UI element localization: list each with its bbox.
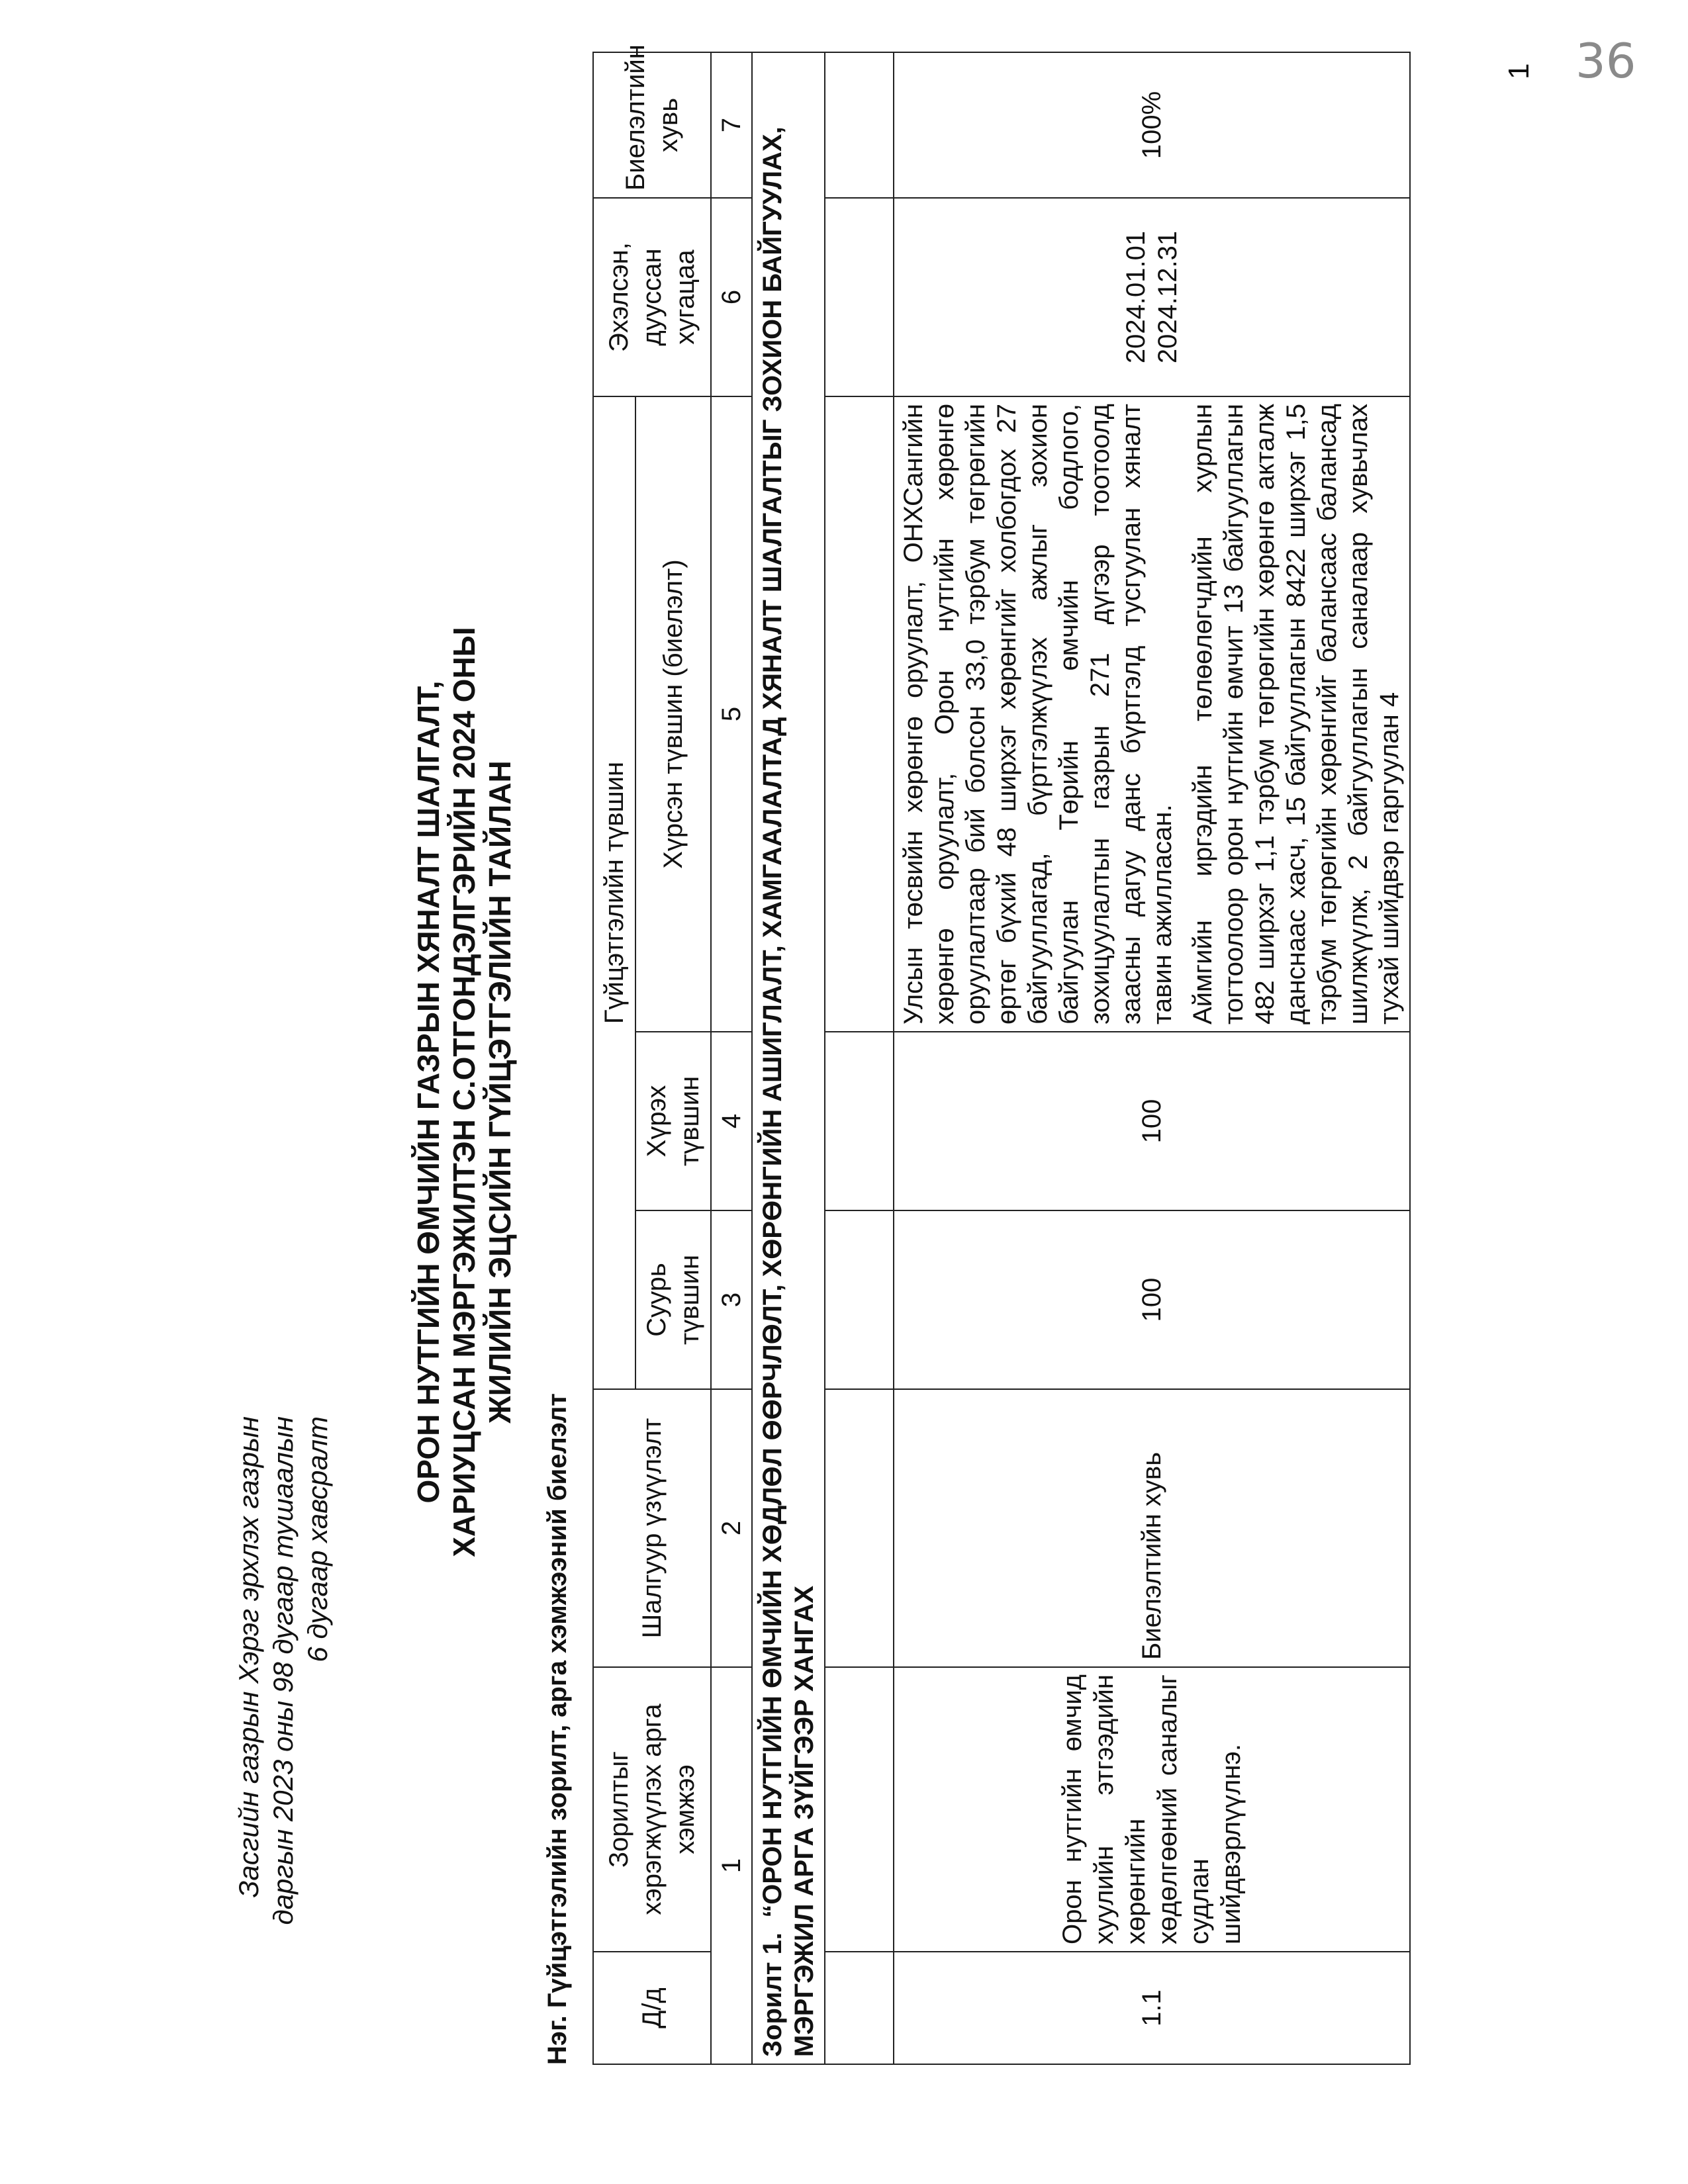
row-achieved	[894, 396, 1410, 1032]
goal-label: Зорилт 1.	[758, 1933, 787, 2057]
title-line-3: ЖИЛИЙН ЭЦСИЙН ГҮЙЦЭТГЭЛИЙН ТАЙЛАН	[483, 760, 517, 1424]
column-number-row	[711, 52, 752, 2064]
row-start-date: 2024.01.01	[1121, 230, 1150, 364]
column-number-3: 3	[711, 1210, 752, 1389]
row-indicator: Биелэлтийн хувь	[894, 1389, 1410, 1667]
header-achieved: Хүрсэн түвшин (биелэлт)	[635, 396, 711, 1032]
row-end-date: 2024.12.31	[1153, 230, 1182, 364]
title-line-2: ХАРИУЦСАН МЭРГЭЖИЛТЭН С.ОТГОНДЭЛГЭРИЙН 2024 ОНЫ	[447, 627, 481, 1557]
column-number-7: 7	[711, 52, 752, 198]
achieved-paragraph-1: Улсын төсвийн хөрөнгө оруулалт, ОНХСангийн хөрөнгө оруулалт, Орон нутгийн хөрөнгө оруулалтаар бий болсон 33,0 тэрбум төгрөгийн өртөг бүхий 48 ширхэг хөрөнгийг холбогдох 27 байгууллагад, бүртгэлжүүлэх ажлыг зохион байгуулан Төрийн өмчийн бодлого, зохицуулалтын газрын 271 дүгээр тоотоолд заасны дагуу данс бүртгэлд тусгуулан хяналт тавин ажилласан.	[899, 404, 1177, 1024]
header-target: Хүрэх түвшин	[635, 1032, 711, 1210]
row-baseline: 100	[894, 1210, 1410, 1389]
row-measure: Орон нутгийн өмчид хуулийн этгээдийн хөрөнгийн хөдөлгөөний саналыг судлан шийдвэрлүүлнэ.	[894, 1667, 1410, 1952]
performance-table	[592, 44, 1411, 2065]
page-number: 1	[1503, 63, 1535, 79]
header-row-1	[593, 52, 635, 2064]
achieved-paragraph-2: Аймгийн иргэдийн төлөөлөгчдийн хурлын тогтоолоор орон нутгийн өмчит 13 байгууллагын 482 ширхэг 1,1 тэрбум төгрөгийн хөрөнгө акталж данснаас хасч, 15 байгууллагын 8422 ширхэг 1,5 тэрбум төгрөгийн хөрөнгийг балансаас балансад шилжүүлж, 2 байгууллагын саналаар хувьчлах тухай шийдвэр гаргуулан 4	[1188, 404, 1404, 1024]
goal-row	[752, 52, 825, 2064]
header-percent: Биелэлтийн хувь	[593, 52, 711, 198]
goal-text: “ОРОН НУТГИЙН ӨМЧИЙН ХӨДЛӨЛ ӨӨРЧЛӨЛТ, ХӨРӨНГИЙН АШИГЛАЛТ, ХАМГААЛАЛТАД ХЯНАЛТ ШАЛГАЛТЫГ ЗОХИОН БАЙГУУЛАХ, МЭРГЭЖИЛ АРГА ЗҮЙГЭЭР ХАНГАХ	[758, 126, 819, 2057]
report-title	[410, 99, 518, 2085]
row-no: 1.1	[894, 1952, 1410, 2064]
header-timeframe: Эхэлсэн, дууссан хугацаа	[593, 198, 711, 396]
header-indicator: Шалгуур үзүүлэлт	[593, 1389, 711, 1667]
header-performance-group: Гүйцэтгэлийн түвшин	[593, 396, 635, 1389]
table-row	[894, 52, 1410, 2064]
column-number-1: 1	[711, 1667, 752, 2064]
column-number-4: 4	[711, 1032, 752, 1210]
header-measure: Зорилтыг хэрэгжүүлэх арга хэмжээ	[593, 1667, 711, 1952]
approval-line-1: Засгийн газрын Хэрэг эрхлэх газрын	[233, 1416, 264, 1898]
header-no: Д/д	[593, 1952, 711, 2064]
approval-line-3: 6 дугаар хавсралт	[302, 1416, 333, 1662]
column-number-2: 2	[711, 1389, 752, 1667]
title-line-1: ОРОН НУТГИЙН ӨМЧИЙН ГАЗРЫН ХЯНАЛТ ШАЛГАЛТ,	[411, 680, 445, 1504]
handwritten-page-number: 36	[1575, 33, 1636, 89]
approval-note	[232, 1416, 335, 2078]
row-target: 100	[894, 1032, 1410, 1210]
goal-cell	[752, 52, 825, 2064]
column-number-5: 5	[711, 396, 752, 1032]
column-number-6: 6	[711, 198, 752, 396]
row-timeframe	[894, 198, 1410, 396]
header-baseline: Суурь түвшин	[635, 1210, 711, 1389]
blank-row	[825, 52, 894, 2064]
section-heading: Нэг. Гүйцэтгэлийн зорилт, арга хэмжээний биелэлт	[543, 1393, 572, 2065]
approval-line-2: даргын 2023 оны 98 дугаар тушаалын	[267, 1416, 299, 1925]
row-percent: 100%	[894, 52, 1410, 198]
